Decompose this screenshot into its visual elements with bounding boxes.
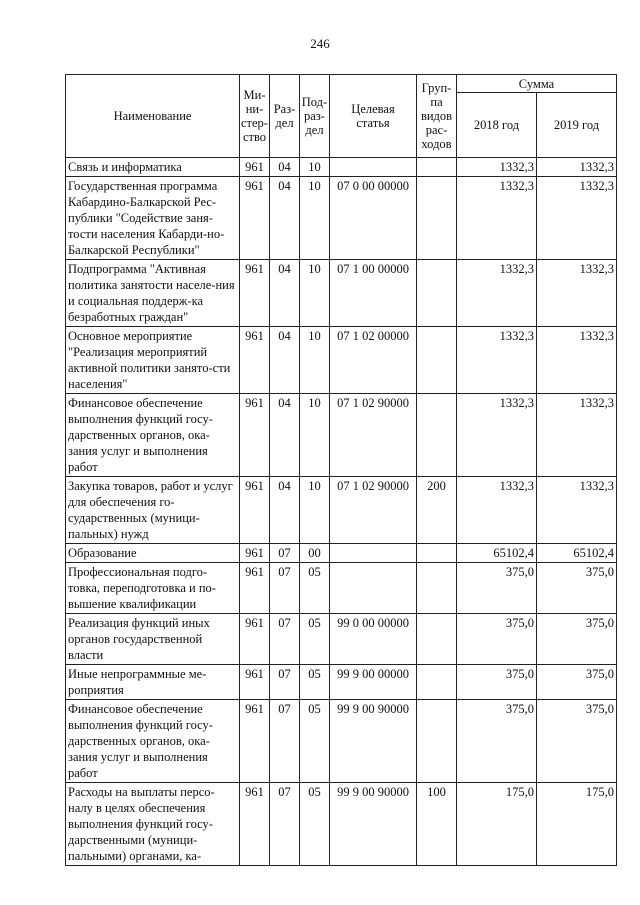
table-body [66,158,617,866]
row-expense-group [417,158,457,177]
row-target: 07 1 02 90000 [330,394,417,477]
row-sum-2019: 1332,3 [537,177,617,260]
row-target [330,158,417,177]
table-row [66,327,617,394]
row-section: 04 [270,177,300,260]
table-row [66,394,617,477]
row-expense-group [417,665,457,700]
row-sum-2019: 375,0 [537,665,617,700]
row-target: 07 1 02 00000 [330,327,417,394]
table-row [66,177,617,260]
header-name: Наименование [66,75,240,158]
row-sum-2019: 375,0 [537,563,617,614]
table-row [66,544,617,563]
table-row [66,563,617,614]
row-sum-2019: 1332,3 [537,327,617,394]
row-subsection: 05 [300,783,330,866]
row-sum-2018: 1332,3 [457,477,537,544]
row-section: 04 [270,260,300,327]
row-expense-group [417,177,457,260]
row-section: 07 [270,563,300,614]
row-sum-2019: 1332,3 [537,260,617,327]
row-target: 07 1 02 90000 [330,477,417,544]
row-section: 07 [270,700,300,783]
row-target: 99 9 00 00000 [330,665,417,700]
row-ministry: 961 [240,700,270,783]
row-expense-group [417,614,457,665]
row-sum-2019: 1332,3 [537,477,617,544]
row-target: 99 9 00 90000 [330,700,417,783]
row-subsection: 10 [300,177,330,260]
header-expense-group: Груп- па видов рас- ходов [417,75,457,158]
page-number: 246 [310,36,330,51]
row-ministry: 961 [240,665,270,700]
table-row [66,158,617,177]
row-name: Финансовое обеспечение выполнения функций госу-дарственных органов, ока-зания услуг и выполнения работ [66,394,240,477]
row-target: 07 1 00 00000 [330,260,417,327]
row-sum-2018: 375,0 [457,700,537,783]
row-sum-2019: 1332,3 [537,394,617,477]
row-sum-2018: 375,0 [457,563,537,614]
row-sum-2018: 1332,3 [457,260,537,327]
row-target: 07 0 00 00000 [330,177,417,260]
row-name: Реализация функций иных органов государственной власти [66,614,240,665]
row-subsection: 10 [300,260,330,327]
table-row [66,614,617,665]
row-ministry: 961 [240,394,270,477]
row-ministry: 961 [240,177,270,260]
row-ministry: 961 [240,563,270,614]
row-ministry: 961 [240,783,270,866]
row-subsection: 05 [300,614,330,665]
row-target [330,563,417,614]
row-subsection: 00 [300,544,330,563]
table-row [66,260,617,327]
table-row [66,783,617,866]
row-sum-2019: 65102,4 [537,544,617,563]
table-row [66,665,617,700]
row-section: 04 [270,158,300,177]
row-ministry: 961 [240,158,270,177]
budget-table [65,74,617,866]
row-sum-2018: 375,0 [457,665,537,700]
row-name: Расходы на выплаты персо-налу в целях обеспечения выполнения функций госу-дарственными (муници-пальными) органами, ка- [66,783,240,866]
header-year-2018: 2018 год [457,93,537,158]
row-subsection: 10 [300,158,330,177]
row-target: 99 9 00 90000 [330,783,417,866]
row-sum-2018: 375,0 [457,614,537,665]
header-ministry: Ми- ни- стер- ство [240,75,270,158]
row-sum-2019: 175,0 [537,783,617,866]
row-section: 07 [270,783,300,866]
row-expense-group: 200 [417,477,457,544]
row-name: Профессиональная подго-товка, переподготовка и по-вышение квалификации [66,563,240,614]
row-section: 04 [270,394,300,477]
row-name: Государственная программа Кабардино-Балкарской Рес-публики "Содействие заня-тости населения Кабарди-но-Балкарской Республики" [66,177,240,260]
row-section: 07 [270,544,300,563]
row-ministry: 961 [240,260,270,327]
row-target [330,544,417,563]
row-sum-2019: 1332,3 [537,158,617,177]
table-row [66,700,617,783]
header-subsection: Под- раз- дел [300,75,330,158]
row-name: Связь и информатика [66,158,240,177]
row-sum-2018: 1332,3 [457,177,537,260]
table-row [66,477,617,544]
row-subsection: 05 [300,665,330,700]
row-subsection: 05 [300,563,330,614]
row-subsection: 10 [300,394,330,477]
row-sum-2018: 1332,3 [457,394,537,477]
row-name: Образование [66,544,240,563]
row-subsection: 10 [300,477,330,544]
row-section: 07 [270,614,300,665]
row-sum-2018: 1332,3 [457,158,537,177]
row-ministry: 961 [240,614,270,665]
row-name: Закупка товаров, работ и услуг для обеспечения го-сударственных (муници-пальных) нужд [66,477,240,544]
row-expense-group [417,394,457,477]
row-ministry: 961 [240,327,270,394]
row-name: Подпрограмма "Активная политика занятости населе-ния и социальная поддерж-ка безработных граждан" [66,260,240,327]
row-sum-2019: 375,0 [537,700,617,783]
table-header [66,75,617,158]
header-section: Раз- дел [270,75,300,158]
row-expense-group [417,327,457,394]
row-section: 07 [270,665,300,700]
row-expense-group [417,260,457,327]
row-subsection: 05 [300,700,330,783]
row-expense-group [417,563,457,614]
header-target: Целевая статья [330,75,417,158]
row-sum-2018: 175,0 [457,783,537,866]
row-sum-2018: 1332,3 [457,327,537,394]
row-subsection: 10 [300,327,330,394]
row-expense-group [417,700,457,783]
row-sum-2018: 65102,4 [457,544,537,563]
row-section: 04 [270,477,300,544]
row-name: Иные непрограммные ме-роприятия [66,665,240,700]
row-sum-2019: 375,0 [537,614,617,665]
row-expense-group [417,544,457,563]
row-section: 04 [270,327,300,394]
row-target: 99 0 00 00000 [330,614,417,665]
row-ministry: 961 [240,477,270,544]
header-year-2019: 2019 год [537,93,617,158]
row-ministry: 961 [240,544,270,563]
row-name: Финансовое обеспечение выполнения функций госу-дарственных органов, ока-зания услуг и выполнения работ [66,700,240,783]
header-sum: Сумма [457,75,617,93]
row-expense-group: 100 [417,783,457,866]
row-name: Основное мероприятие "Реализация мероприятий активной политики занято-сти населения" [66,327,240,394]
